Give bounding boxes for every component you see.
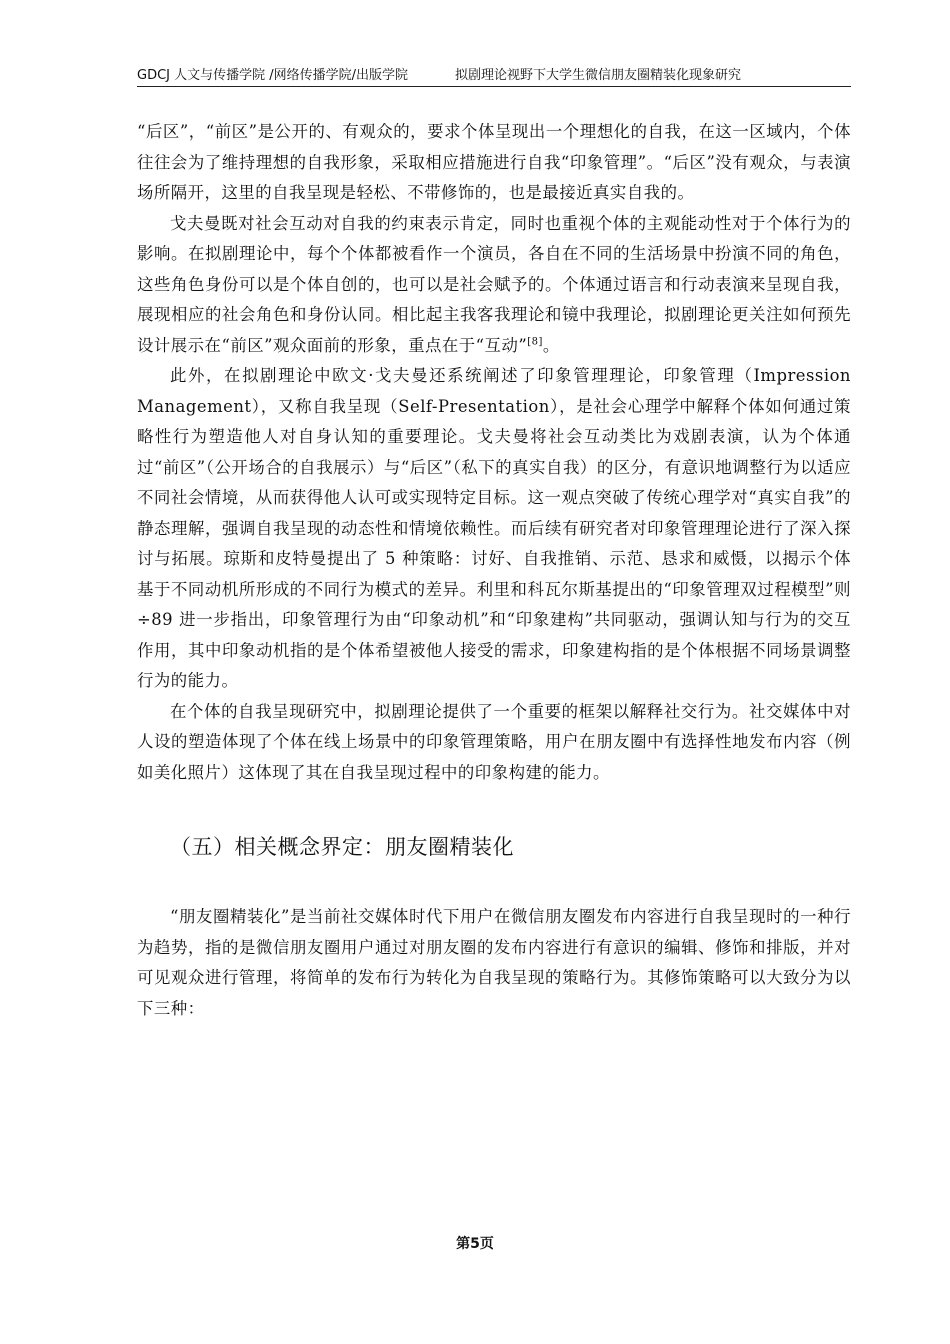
header-institution: GDCJ 人文与传播学院 /网络传播学院/出版学院 — [137, 68, 409, 83]
paragraph-goffman-text: 戈夫曼既对社会互动对自我的约束表示肯定，同时也重视个体的主观能动性对于个体行为的影响。在拟剧理论中，每个个体都被看作一个演员，各自在不同的生活场景中扮演不同的角色，这些角色身份可以是个体自创的，也可以是社会赋予的。个体通过语言和行动表演来呈现自我，展现相应的社会角色和身份认同。相比起主我客我理论和镜中我理论，拟剧理论更关注如何预先设计展示在“前区”观众面前的形象，重点在于“互动” — [137, 213, 851, 355]
citation-ref: [8] — [527, 336, 543, 348]
paragraph-moments-definition: “朋友圈精装化”是当前社交媒体时代下用户在微信朋友圈发布内容进行自我呈现时的一种行为趋势，指的是微信朋友圈用户通过对朋友圈的发布内容进行有意识的编辑、修饰和排版，并对可见观众进行管理，将简单的发布行为转化为自我呈现的策略行为。其修饰策略可以大致分为以下三种： — [137, 907, 851, 1018]
paragraph-self-presentation: 在个体的自我呈现研究中，拟剧理论提供了一个重要的框架以解释社交行为。社交媒体中对人设的塑造体现了个体在线上场景中的印象管理策略，用户在朋友圈中有选择性地发布内容（例如美化照片）这体现了其在自我呈现过程中的印象构建的能力。 — [137, 701, 851, 782]
paragraph-front-back-region: “后区”，“前区”是公开的、有观众的，要求个体呈现出一个理想化的自我，在这一区域内，个体往往会为了维持理想的自我形象，采取相应措施进行自我“印象管理”。“后区”没有观众，与表演场所隔开，这里的自我呈现是轻松、不带修饰的，也是最接近真实自我的。 — [137, 122, 851, 202]
paragraph-impression-management: 此外，在拟剧理论中欧文·戈夫曼还系统阐述了印象管理理论，印象管理（Impression Management），又称自我呈现（Self-Presentation），是社会心理学中解释个体如何通过策略性行为塑造他人对自身认知的重要理论。戈夫曼将社会互动类比为戏剧表演，认为个体通过“前区”（公开场合的自我展示）与“后区”（私下的真实自我）的区分，有意识地调整行为以适应不同社会情境，从而获得他人认可或实现特定目标。这一观点突破了传统心理学对“真实自我”的静态理解，强调自我呈现的动态性和情境依赖性。而后续有研究者对印象管理理论进行了深入探讨与拓展。琼斯和皮特曼提出了 5 种策略：讨好、自我推销、示范、恳求和威慑，以揭示个体基于不同动机所形成的不同行为模式的差异。利里和科瓦尔斯基提出的“印象管理双过程模型”则÷89 进一步指出，印象管理行为由“印象动机”和“印象建构”共同驱动，强调认知与行为的交互作用，其中印象动机指的是个体希望被他人接受的需求，印象建构指的是个体根据不同场景调整行为的能力。 — [137, 366, 851, 690]
running-header — [137, 66, 851, 87]
paragraph-goffman-interaction — [137, 209, 851, 362]
header-paper-title: 拟剧理论视野下大学生微信朋友圈精装化现象研究 — [455, 68, 742, 83]
page-number: 第5页 — [456, 1236, 494, 1252]
paragraph-goffman-end: 。 — [542, 335, 560, 355]
section-heading: （五）相关概念界定：朋友圈精装化 — [170, 835, 514, 859]
page-body — [137, 117, 851, 1024]
